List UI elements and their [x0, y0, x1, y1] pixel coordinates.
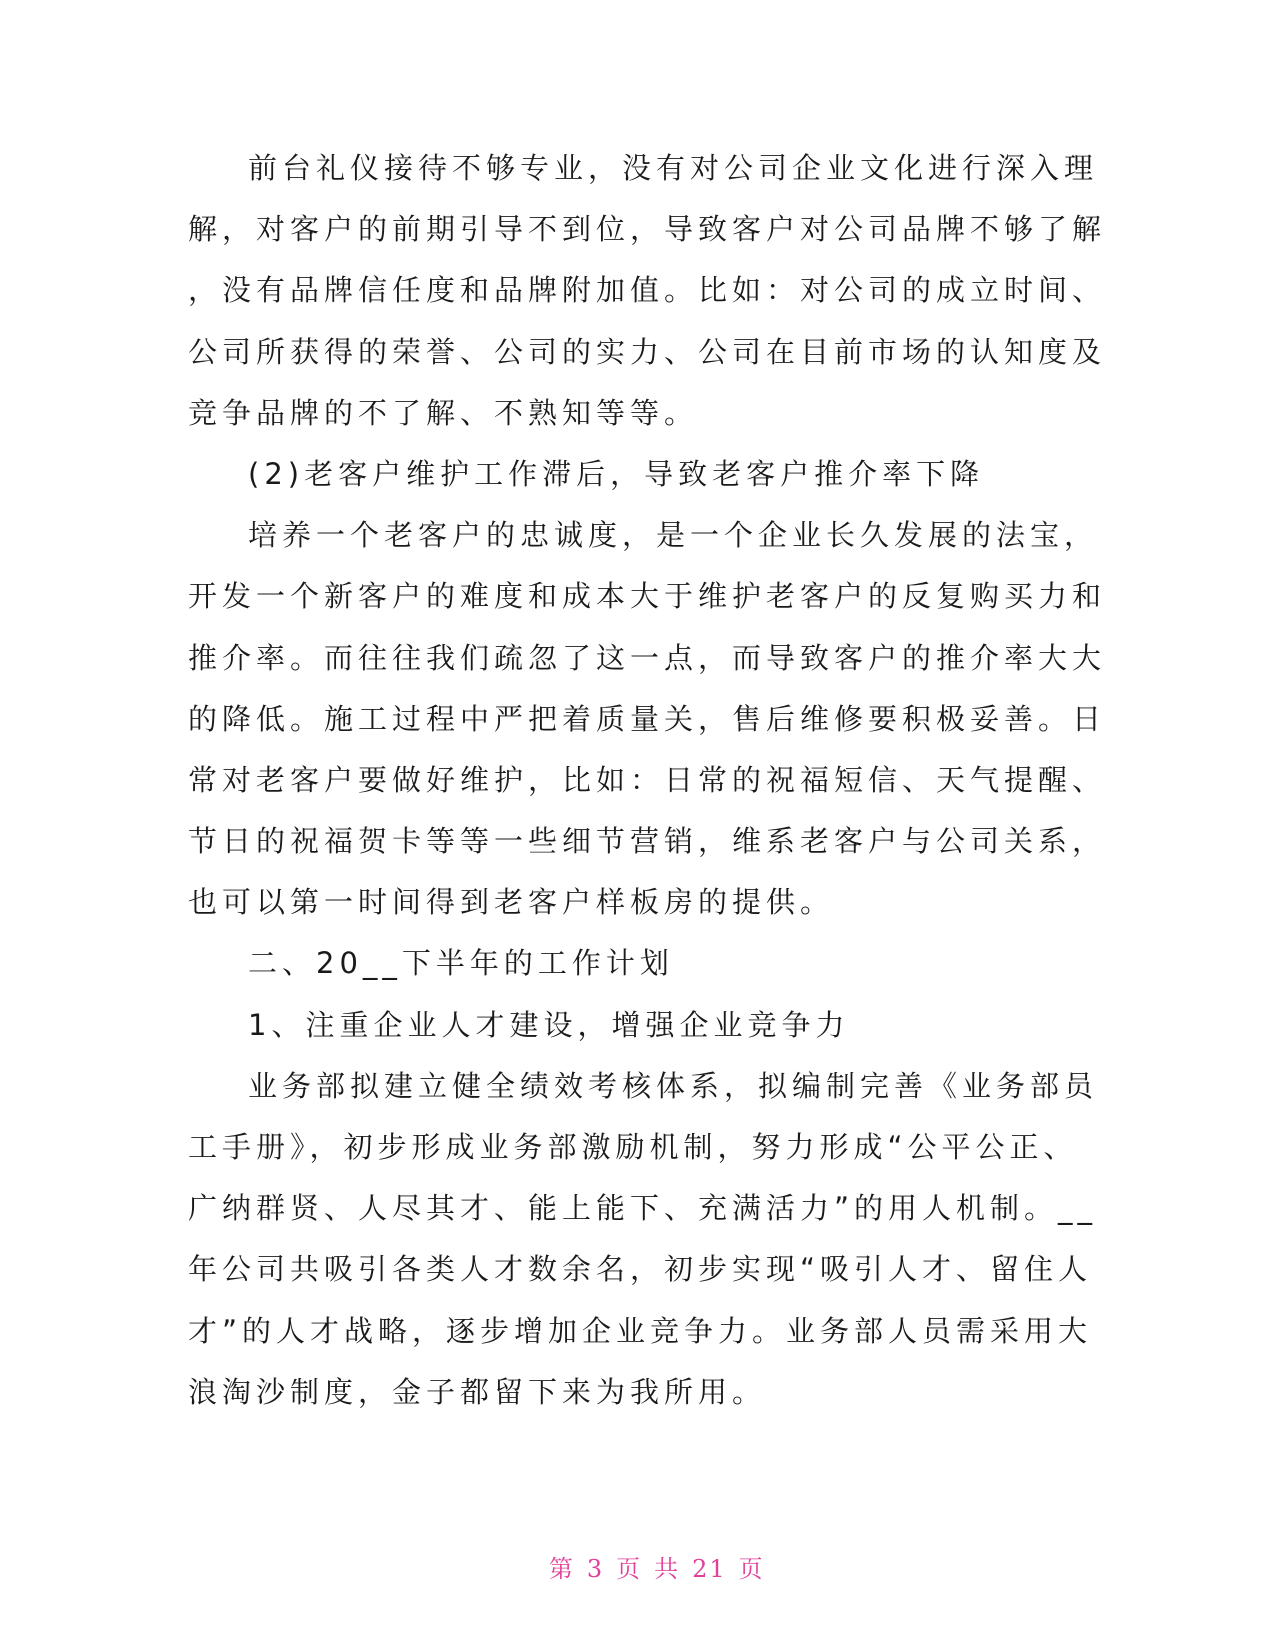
paragraph-line: 工手册》，初步形成业务部激励机制，努力形成“公平公正、 [188, 1130, 1078, 1164]
section-heading: 1、注重企业人才建设，增强企业竞争力 [248, 1007, 850, 1042]
paragraph-line: 常对老客户要做好维护，比如：日常的祝福短信、天气提醒、 [188, 762, 1107, 797]
paragraph-line: 年公司共吸引各类人才数余名，初步实现“吸引人才、留住人 [188, 1252, 1093, 1287]
footer-prefix: 第 [548, 1555, 575, 1583]
footer-suffix: 页 [738, 1555, 765, 1583]
paragraph-line: 前台礼仪接待不够专业，没有对公司企业文化进行深入理 [248, 151, 1099, 185]
paragraph-line: 开发一个新客户的难度和成本大于维护老客户的反复购买力和 [188, 579, 1107, 614]
paragraph-line: 公司所获得的荣誉、公司的实力、公司在目前市场的认知度及 [188, 334, 1107, 369]
paragraph-line: 培养一个老客户的忠诚度，是一个企业长久发展的法宝， [248, 518, 1099, 553]
paragraph-line: 推介率。而往往我们疏忽了这一点，而导致客户的推介率大大 [188, 640, 1107, 675]
paragraph-line: 竞争品牌的不了解、不熟知等等。 [188, 395, 699, 430]
paragraph-line: 浪淘沙制度，金子都留下来为我所用。 [188, 1374, 767, 1409]
paragraph-line: 的降低。施工过程中严把着质量关，售后维修要积极妥善。日 [188, 701, 1107, 736]
paragraph-line: 业务部拟建立健全绩效考核体系，拟编制完善《业务部员 [248, 1068, 1099, 1103]
page-footer [0, 1521, 1275, 1612]
section-heading: (2)老客户维护工作滞后，导致老客户推介率下降 [248, 456, 985, 491]
paragraph-line: 也可以第一时间得到老客户样板房的提供。 [188, 885, 835, 920]
paragraph-line: 节日的祝福贺卡等等一些细节营销，维系老客户与公司关系， [188, 824, 1107, 859]
section-heading: 二、20__下半年的工作计划 [248, 946, 674, 981]
footer-page-label: 页 [616, 1555, 643, 1583]
paragraph-line: ，没有品牌信任度和品牌附加值。比如：对公司的成立时间、 [188, 273, 1107, 308]
footer-current-page: 3 [586, 1555, 605, 1583]
document-body [188, 138, 1107, 1423]
paragraph-line: 才”的人才战略，逐步增加企业竞争力。业务部人员需采用大 [188, 1313, 1093, 1348]
paragraph-line: 解，对客户的前期引导不到位，导致客户对公司品牌不够了解 [188, 212, 1107, 247]
footer-total-pages: 21 [692, 1555, 727, 1583]
paragraph-line: 广纳群贤、人尽其才、能上能下、充满活力”的用人机制。__ [188, 1191, 1098, 1226]
footer-total-prefix: 共 [654, 1555, 681, 1583]
